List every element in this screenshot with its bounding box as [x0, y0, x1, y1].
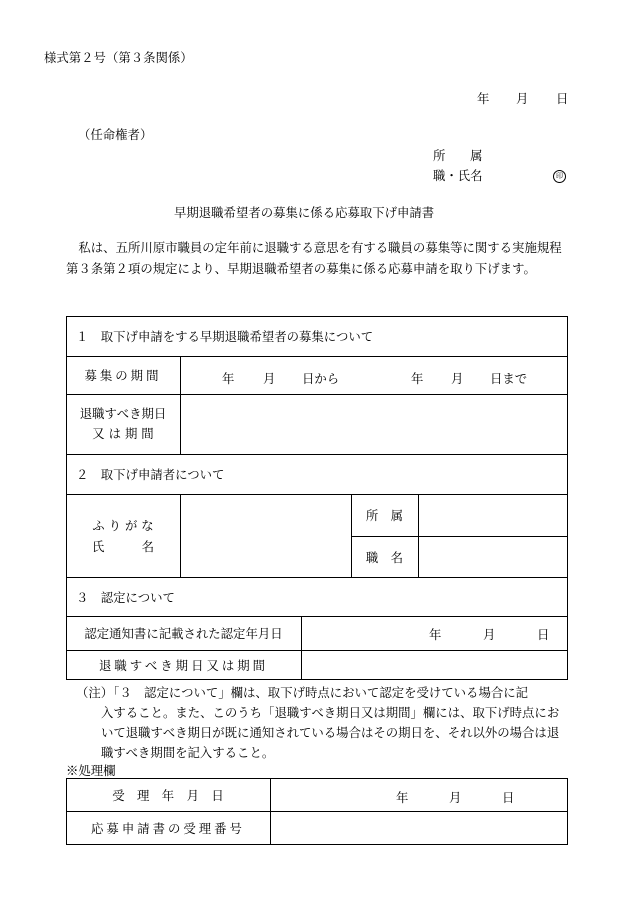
period-from-year: 年	[222, 371, 235, 386]
section2-heading: ２ 取下げ申請者について	[76, 467, 225, 482]
note-rest: 入すること。また、このうち「退職すべき期日又は期間」欄には、取下げ時点において退職すべき期日が既に通知されている場合はその期日を、それ以外の場合は退職すべき期間を記入すること。	[101, 705, 560, 760]
addressee: （任命権者）	[78, 127, 153, 142]
cert-year: 年	[429, 627, 442, 642]
retire-label	[66, 404, 180, 444]
position-label: 職 名	[365, 549, 404, 565]
date-month: 月	[516, 91, 529, 106]
section3-heading: ３ 認定について	[76, 589, 175, 605]
period-to-day: 日まで	[490, 371, 528, 386]
cert-retire-label: 退職すべき期日又は期間	[98, 658, 269, 673]
processing-label: ※処理欄	[66, 763, 116, 778]
retire-label-line2: 又 は 期 間	[92, 426, 154, 441]
period-from-day: 日から	[302, 371, 340, 386]
form-number: 様式第２号（第３条関係）	[44, 50, 193, 65]
received-month: 月	[449, 790, 462, 805]
received-day: 日	[502, 790, 515, 805]
name-label-block	[66, 515, 180, 557]
retire-value-field[interactable]	[181, 395, 567, 454]
cert-month: 月	[483, 627, 496, 642]
page-title: 早期退職希望者の募集に係る応募取下げ申請書	[174, 205, 435, 220]
furigana-label: ふ り が な	[92, 518, 154, 533]
period-from-month: 月	[263, 371, 276, 386]
note	[76, 683, 569, 763]
position-field[interactable]	[419, 537, 567, 577]
period-label: 募集の期間	[84, 368, 162, 383]
period-to-month: 月	[451, 371, 464, 386]
affiliation-label: 所 属	[365, 508, 404, 523]
received-year: 年	[396, 790, 409, 805]
retire-label-line1: 退職すべき期日	[79, 406, 167, 421]
applicant-affiliation-label: 所 属	[433, 148, 483, 163]
cert-retire-field[interactable]	[302, 651, 567, 680]
body-paragraph: 私は、五所川原市職員の定年前に退職する意思を有する職員の募集等に関する実施規程第３条第２項の規定により、早期退職希望者の募集に係る応募申請を取り下げます。	[66, 240, 562, 276]
note-first-line: （注）「３ 認定について」欄は、取下げ時点において認定を受けている場合に記	[76, 685, 529, 700]
name-label: 氏 名	[92, 539, 154, 554]
applicant-name-label: 職・氏名	[433, 168, 483, 183]
seal-icon: 印	[553, 167, 566, 183]
section1-heading: １ 取下げ申請をする早期退職希望者の募集について	[76, 329, 374, 344]
receipt-number-field[interactable]	[271, 812, 567, 844]
period-to-year: 年	[411, 371, 424, 386]
cert-date-label: 認定通知書に記載された認定年月日	[84, 626, 283, 641]
cert-day: 日	[537, 627, 550, 642]
receipt-number-label: 応募申請書の受理番号	[91, 821, 245, 836]
received-date-label: 受 理 年 月 日	[112, 787, 224, 803]
date-day: 日	[556, 91, 569, 106]
date-year: 年	[477, 91, 490, 106]
affiliation-field[interactable]	[419, 495, 567, 536]
name-field[interactable]	[181, 495, 351, 577]
